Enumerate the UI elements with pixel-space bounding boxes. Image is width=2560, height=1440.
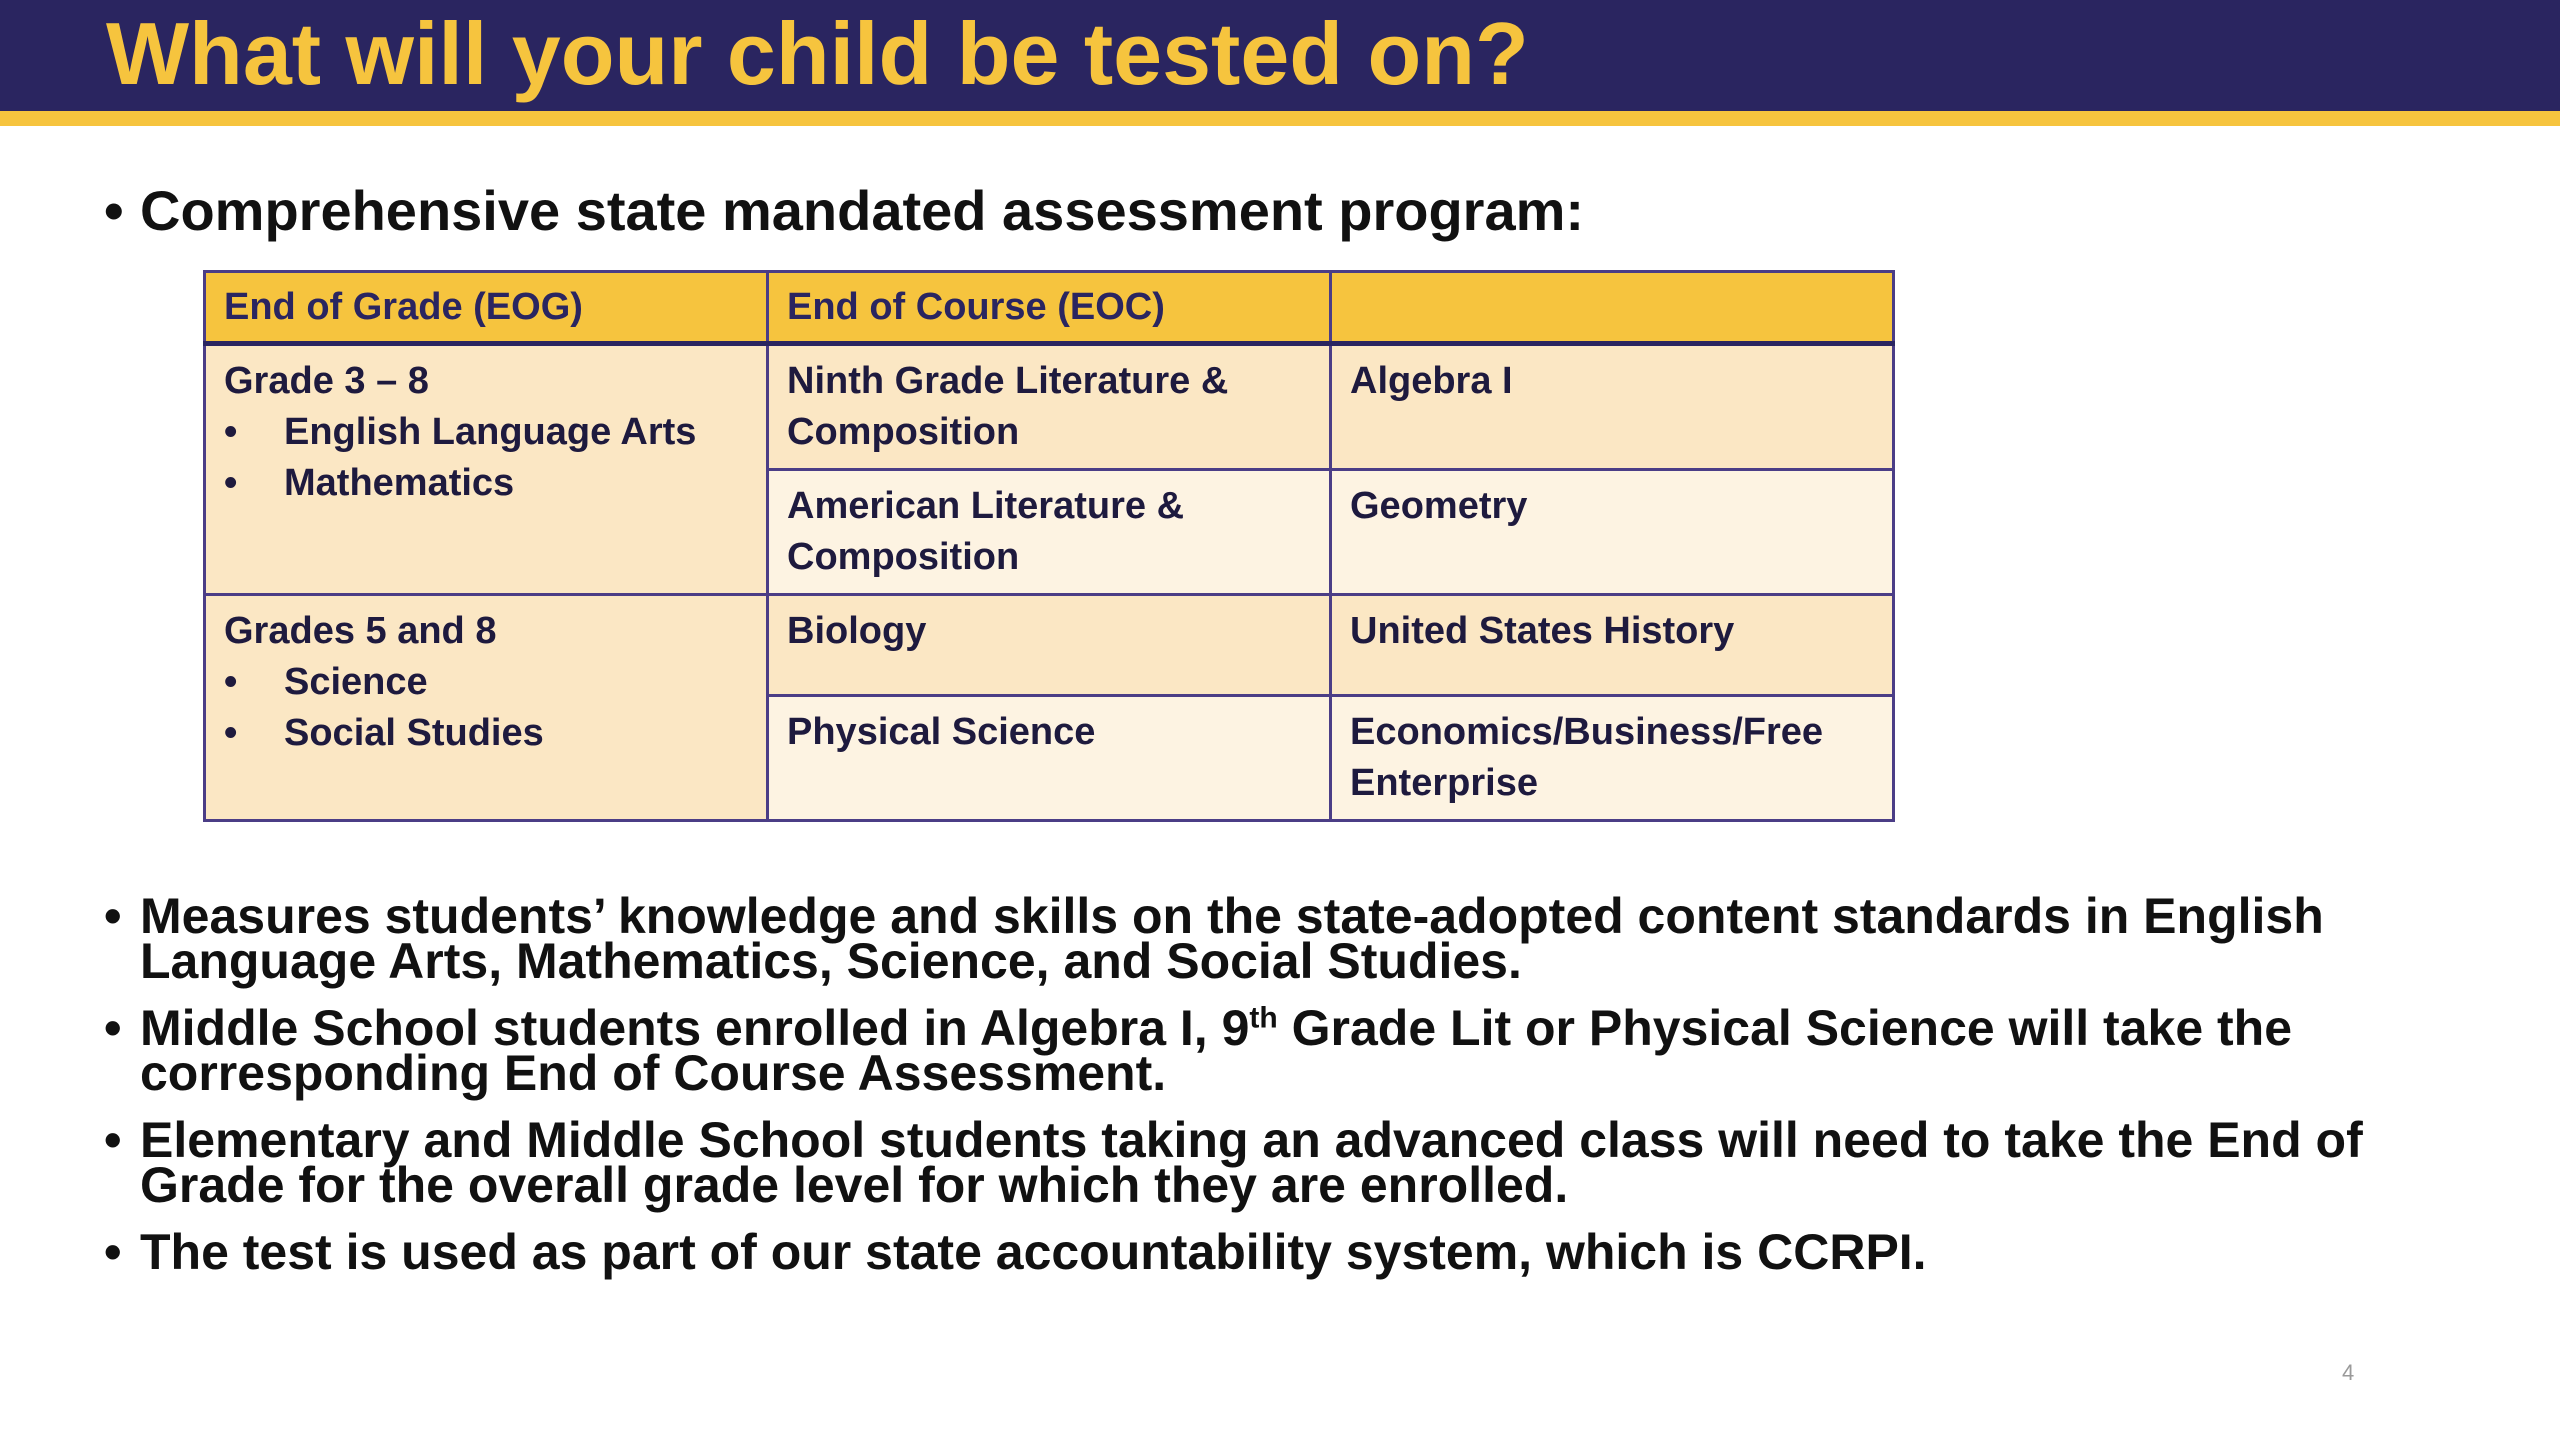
eoc-cell: Biology <box>768 595 1331 696</box>
eoc-cell: Economics/Business/Free Enterprise <box>1331 696 1894 821</box>
eoc-cell: Geometry <box>1331 470 1894 595</box>
slide-title: What will your child be tested on? <box>106 4 1529 103</box>
table-row <box>205 344 1894 470</box>
list-item: • English Language Arts <box>224 407 748 458</box>
detail-bullet-list <box>104 888 2404 1297</box>
title-accent-stripe <box>0 111 2560 126</box>
list-item <box>104 1000 2404 1101</box>
header-eoc: End of Course (EOC) <box>768 272 1331 344</box>
table-header-row <box>205 272 1894 344</box>
superscript: th <box>1249 1001 1278 1035</box>
bullet-text: Measures students’ knowledge and skills on the state-adopted content standards in English Language Arts, Mathematics, Science, and Social Studies. <box>140 888 2324 989</box>
heading-bullet-text: Comprehensive state mandated assessment program: <box>140 179 1585 242</box>
eog-group-grades-5-8 <box>205 595 768 821</box>
eog-group-title: Grades 5 and 8 <box>224 610 497 652</box>
header-eog: End of Grade (EOG) <box>205 272 768 344</box>
list-item: • Mathematics <box>224 458 748 509</box>
bullet-text: Elementary and Middle School students taking an advanced class will need to take the End of Grade for the overall grade level for which they are enrolled. <box>140 1112 2363 1213</box>
bullet-dot-icon: • <box>104 1000 122 1056</box>
bullet-dot-icon: • <box>104 888 122 944</box>
list-item <box>104 1112 2404 1213</box>
page-number: 4 <box>2342 1360 2355 1385</box>
table-row <box>205 595 1894 696</box>
bullet-dot-icon: • <box>104 1112 122 1168</box>
bullet-dot-icon: • <box>104 179 124 242</box>
eog-group-grade-3-8 <box>205 344 768 595</box>
eoc-cell: American Literature & Composition <box>768 470 1331 595</box>
list-item: • Science <box>224 657 748 708</box>
eog-subject-list <box>224 407 748 509</box>
header-eoc-continued <box>1331 272 1894 344</box>
eog-subject-list <box>224 657 748 759</box>
heading-bullet <box>104 178 1584 244</box>
eoc-cell: Physical Science <box>768 696 1331 821</box>
bullet-dot-icon: • <box>104 1224 122 1280</box>
bullet-text: The test is used as part of our state accountability system, which is CCRPI. <box>140 1224 1927 1280</box>
bullet-text-part: Grade Lit or Physical Science will take the corresponding End of Course Assessment. <box>140 1000 2293 1101</box>
bullet-text-part: Middle School students enrolled in Algebra I, 9 <box>140 1000 1250 1056</box>
list-item <box>104 1224 2404 1280</box>
eoc-cell: United States History <box>1331 595 1894 696</box>
assessment-table <box>203 270 1895 822</box>
list-item <box>104 888 2404 989</box>
eoc-cell: Ninth Grade Literature & Composition <box>768 344 1331 470</box>
eog-group-title: Grade 3 – 8 <box>224 360 429 402</box>
list-item: • Social Studies <box>224 708 748 759</box>
eoc-cell: Algebra I <box>1331 344 1894 470</box>
